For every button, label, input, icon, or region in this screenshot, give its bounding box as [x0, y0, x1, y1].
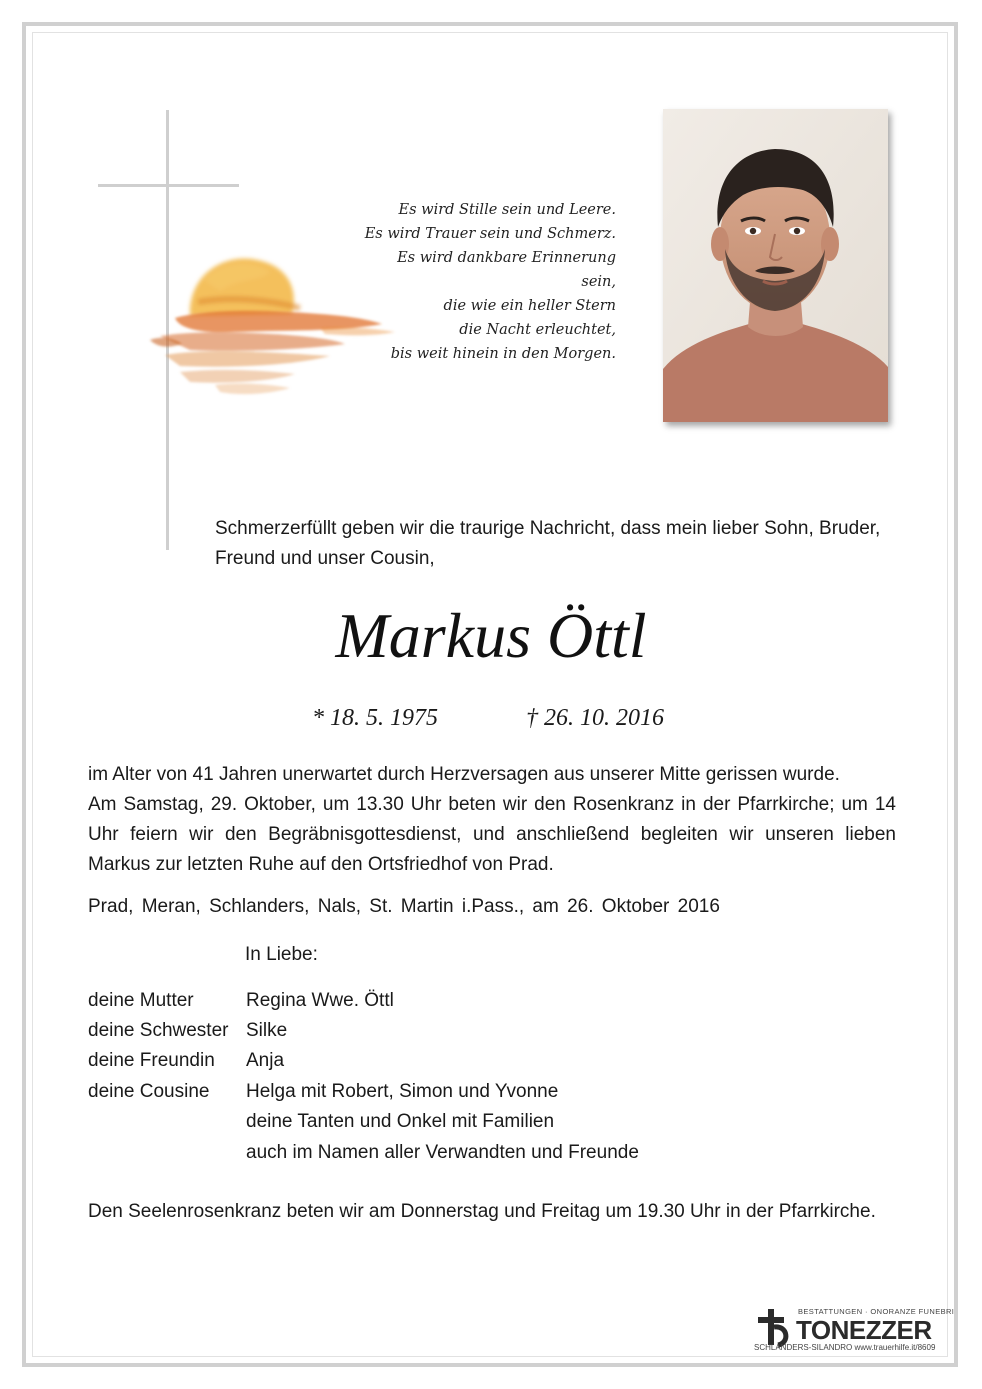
mourner-row: [88, 1077, 888, 1107]
mourner-role: deine Schwester: [88, 1020, 229, 1041]
mourner-row: [88, 1046, 888, 1076]
death-date: † 26. 10. 2016: [526, 705, 664, 731]
logo-name: TONEZZER: [796, 1315, 932, 1345]
place-date: Prad, Meran, Schlanders, Nals, St. Martin i.Pass., am 26. Oktober 2016: [88, 896, 720, 917]
mourners-heading: In Liebe:: [245, 944, 318, 965]
mourner-row: [88, 1107, 888, 1137]
portrait-photo: [663, 109, 888, 422]
portrait-illustration: [663, 109, 888, 422]
mourner-row: [88, 1016, 888, 1046]
poem-line: die wie ein heller Stern: [443, 298, 616, 314]
mourner-names: auch im Namen aller Verwandten und Freunde: [246, 1142, 639, 1163]
mourner-role: deine Freundin: [88, 1050, 215, 1071]
poem-line: die Nacht erleuchtet,: [459, 322, 616, 338]
poem-line: Es wird Stille sein und Leere.: [398, 202, 616, 218]
poem: [360, 198, 616, 366]
intro-line: Schmerzerfüllt geben wir die traurige Nachricht, dass mein lieber Sohn, Bruder,: [215, 518, 881, 539]
funeral-home-logo: [748, 1305, 958, 1355]
poem-line: bis weit hinein in den Morgen.: [390, 346, 616, 362]
mourner-role: deine Cousine: [88, 1081, 210, 1102]
service-paragraph: Am Samstag, 29. Oktober, um 13.30 Uhr beten wir den Rosenkranz in der Pfarrkirche; um 14 Uhr feiern wir den Begräbnisgottesdienst, und anschließend begleiten wir unseren lieben Markus zur letzten Ruhe auf den Ortsfriedhof von Prad.: [88, 794, 896, 875]
mourner-names: Helga mit Robert, Simon und Yvonne: [246, 1081, 559, 1102]
closing-text: Den Seelenrosenkranz beten wir am Donnerstag und Freitag um 19.30 Uhr in der Pfarrkirche.: [88, 1201, 876, 1222]
mourner-role: deine Mutter: [88, 990, 194, 1011]
mourner-names: Silke: [246, 1020, 288, 1041]
poem-line: Es wird dankbare Erinnerung sein,: [397, 250, 616, 290]
logo-footer-link[interactable]: SCHLANDERS-SILANDRO www.trauerhilfe.it/8609: [754, 1343, 936, 1352]
birth-date: * 18. 5. 1975: [312, 705, 438, 731]
mourner-row: [88, 986, 888, 1016]
deceased-name: Markus Öttl: [335, 600, 647, 671]
mourner-names: Regina Wwe. Öttl: [246, 990, 394, 1011]
mourner-names: deine Tanten und Onkel mit Familien: [246, 1111, 555, 1132]
cross-horizontal-bar: [98, 184, 239, 187]
age-paragraph: im Alter von 41 Jahren unerwartet durch Herzversagen aus unserer Mitte gerissen wurde.: [88, 764, 840, 785]
watercolor-sunset-image: [120, 240, 400, 440]
intro-line: Freund und unser Cousin,: [215, 548, 435, 569]
poem-line: Es wird Trauer sein und Schmerz.: [364, 226, 616, 242]
mourner-names: Anja: [246, 1050, 285, 1071]
intro-text: [215, 514, 895, 574]
mourner-row: [88, 1138, 888, 1168]
logo-tagline: BESTATTUNGEN · ONORANZE FUNEBRI: [798, 1307, 955, 1316]
